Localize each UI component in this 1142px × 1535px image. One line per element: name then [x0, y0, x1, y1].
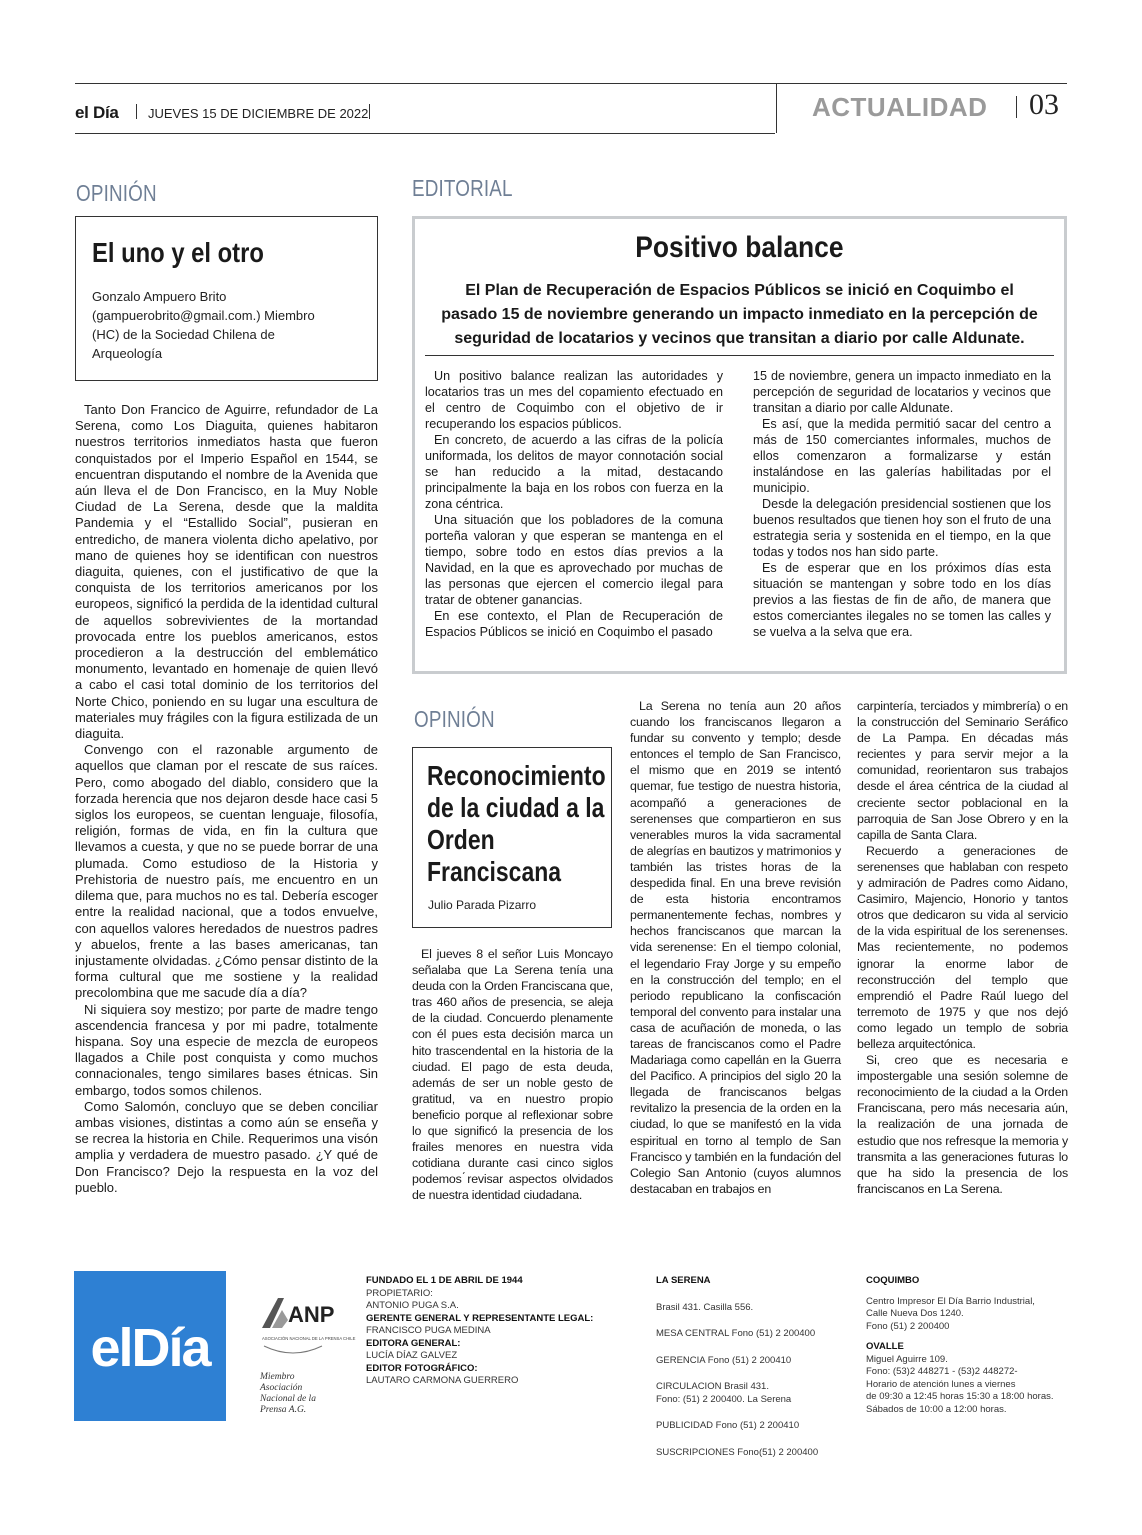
header-top-rule [75, 83, 1067, 84]
ov-saturday: Sábados de 10:00 a 12:00 horas. [866, 1403, 1007, 1415]
issue-date: JUEVES 15 DE DICIEMBRE DE 2022 [148, 106, 369, 121]
header-separator [136, 104, 137, 119]
coq-street: Calle Nueva Dos 1240. [866, 1308, 964, 1319]
logo-text: elDía [90, 1318, 210, 1378]
editorial-column-1 [425, 368, 723, 640]
header-separator [369, 104, 370, 119]
article-title: El uno y el otro [92, 237, 264, 268]
anp-caption: Miembro Asociación Nacional de la Prensa A.G. [260, 1372, 316, 1415]
paragraph: Convengo con el razonable argumento de aquellos que claman por el rescate de sus raíces. Pero, como abogado del diablo, considero que la forzada herencia que nos dejaron desde hace casi 5 siglos los europeos, se cuentan lenguaje, filosofía, religión, formas de vida, en fin la cultura que llevamos a cuesta, y que no se puede borrar de una plumada. Como estudioso de la Historia y Prehistoria de nuestro país, me encuentro en un dilema que, para muchos no es tal. Debería escoger entre la realidad nacional, que a todos envuelve, con aquellos valores heredados de nuestros padres y abuelos, frente a las bases americanas, tan injustamente olvidadas. ¿Cómo pensar distinto de la forma cultural que me sostiene y la realidad precolombina que me sacude día a día? [75, 742, 378, 1001]
header-bottom-rule [75, 133, 775, 134]
opinion-title-box [75, 216, 378, 381]
coq-address: Centro Impresor El Día Barrio Industrial, [866, 1295, 1035, 1307]
manager-label: GERENTE GENERAL Y REPRESENTANTE LEGAL: [366, 1312, 594, 1324]
header-divider [776, 83, 777, 133]
footer-coquimbo-ovalle [866, 1275, 1066, 1416]
anp-logo-text: ANP [288, 1302, 335, 1327]
ls-suscripciones: SUSCRIPCIONES Fono(51) 2 200400 [656, 1446, 819, 1458]
article-title: Reconocimiento de la ciudad a la Orden Franciscana [427, 760, 606, 887]
editor-label: EDITORA GENERAL: [366, 1337, 461, 1349]
article-author: Gonzalo Ampuero Brito (gampuerobrito@gmail.com.) Miembro (HC) de la Sociedad Chilena de Arqueología [92, 289, 315, 361]
anp-logo-small-text: ASOCIACIÓN NACIONAL DE LA PRENSA CHILE [262, 1336, 356, 1341]
opinion-kicker: OPINIÓN [76, 180, 157, 206]
paragraph: carpintería, terciados y mimbrería) o en la construcción del Seminario Seráfico de La Pampa. En décadas más recientes y para servir mejor a la comunidad, reorientaron sus trabajos desde el área céntrica de la ciudad al creciente sector poblacional en la parroquia de San Jose Obrero y en la capilla de Santa Clara. [857, 699, 1068, 842]
paragraph: Es de esperar que en los próximos días esta situación se mantengan y sobre todo en los días previos a las fiestas de fin de año, de manera que estos comerciantes ilegales no se tomen las calles y se vuelva a la selva que era. [753, 561, 1051, 639]
paragraph: La Serena no tenía aun 20 años cuando los franciscanos llegaron a fundar su convento y templo; desde entonces el templo de San Francisco, el mismo que en 2019 se intentó quemar, fue testigo de nuestra historia, acompañó a generaciones de serenenses que compartieron en sus venerables muros la vida sacramental de alegrías en bautizos y matrimonios y también las tristes horas de la despedida final. En una breve revisión de esta historia encontramos permanentemente fechas, nombres y hechos franciscanos que marcan la vida serenense: En el tiempo colonial, el legendario Fray Jorge y su empeño en la construcción del templo; en el periodo republicano la confiscación temporal del convento para instalar una casa de acuñación de moneda, o las tareas de franciscanos como el Padre Madariaga como capellán en la Guerra del Pacifico. A principios del siglo 20 la llegada de franciscanos belgas revitalizo la presencia de la orden en la ciudad, lo que se manifestó en la vida espiritual en torno al templo de San Francisco y también en la fundación del Colegio San Antonio (cuyos alumnos destacaban en trabajos en [630, 699, 841, 1196]
footer-staff [366, 1275, 626, 1388]
ovalle-label: OVALLE [866, 1341, 904, 1352]
paragraph: Tanto Don Francico de Aguirre, refundador de La Serena, como Los Diaguita, quienes habitaron nuestros territorios inmediatos hasta que fueron conquistados por el Imperio Español en 1544, se encuentran disputando el nombre de la Avenida que aún lleva el de Don Francisco, en la Muy Noble Ciudad de La Serena, desde que la maldita Pandemia y el “Estallido Social”, pusieran en entredicho, de manera violenta dicho apelativo, por mano de quienes hoy se identifican con nuestros diaguita, quienes, con el justificativo de que la conquista de los territorios americanos por los europeos, significó la perdida de la identidad cultural de aquellos sobrevivientes de la mortandad provocada entre los pueblos americanos, estos procedieron a la destrucción del emblemático monumento, levantado en homenaje de quien llevó a cabo el casi total dominio de los territorios del Norte Chico, poniendo en su lugar una escultura de materiales muy frágiles con la figura estilizada de un diaguita. [75, 402, 378, 742]
article-author: Julio Parada Pizarro [428, 898, 537, 912]
ls-circulacion-phone: Fono: (51) 2 200400. La Serena [656, 1393, 792, 1405]
article-body [75, 402, 378, 1196]
ov-phone: Fono: (53)2 448271 - (53)2 448272- [866, 1366, 1018, 1377]
owner-name: ANTONIO PUGA S.A. [366, 1300, 459, 1311]
manager-name: FRANCISCO PUGA MEDINA [366, 1325, 491, 1336]
paragraph: Ni siquiera soy mestizo; por parte de madre tengo ascendencia francesa y por mi padre, totalmente hispana. Soy una especie de mezcla de europeos llagados a Chile post conquista y como muchos connacionales, tengo similares bases étnicas. Sin embargo, todos somos chilenos. [75, 1001, 378, 1098]
la-serena-label: LA SERENA [656, 1275, 711, 1286]
paragraph: Recuerdo a generaciones de serenenses que hablaban con respeto y admiración de Padres como Aidano, Casimiro, Majencio, Honorio y tantos otros que dedicaron su vida al servicio de la vida espiritual de los serenenses. Mas recientemente, no podemos ignorar la enorme labor de reconstrucción del templo que emprendió el Padre Raúl luego del terremoto de 1975 y que nos dejó como legado un templo de sobria belleza arquitectónica. [857, 843, 1068, 1051]
opinion-title-box [412, 747, 612, 928]
ls-publicidad: PUBLICIDAD Fono (51) 2 200410 [656, 1420, 800, 1431]
opinion-kicker: OPINIÓN [414, 706, 495, 732]
coquimbo-label: COQUIMBO [866, 1275, 920, 1286]
ov-address: Miguel Aguirre 109. [866, 1353, 948, 1365]
editorial-column-2 [753, 368, 1051, 640]
ls-mesa: MESA CENTRAL Fono (51) 2 200400 [656, 1328, 816, 1339]
editorial-kicker: EDITORIAL [412, 175, 513, 201]
coq-phone: Fono (51) 2 200400 [866, 1320, 950, 1332]
page-number: 03 [1029, 88, 1059, 121]
section-name: ACTUALIDAD [812, 92, 988, 122]
paragraph: Desde la delegación presidencial sostienen que los buenos resultados que tienen hoy son el fruto de una estrategia seria y sostenida en el tiempo, en la que todas y todos nos han sido parte. [753, 497, 1051, 559]
article-body-column-1 [412, 946, 613, 1204]
owner-label: PROPIETARIO: [366, 1287, 433, 1299]
paragraph: En concreto, de acuerdo a las cifras de la policía uniformada, los delitos de mayor connotación social se han reducido a la mitad, destacando principalmente la baja en los robos con fuerza en la zona céntrica. [425, 433, 723, 511]
paragraph: Si, creo que es necesaria e impostergable una sesión solemne de reconocimiento de la ciudad a la Orden Franciscana, pero más necesaria aún, la realización de una jornada de estudio que nos refresque la memoria y transmita a las generaciones futuras lo que ha sido la presencia de los franciscanos en La Serena. [857, 1053, 1068, 1196]
editorial-headline [415, 231, 1064, 265]
header-separator [1016, 96, 1017, 118]
ov-hours: de 09:30 a 12:45 horas 15:30 a 18:00 horas. [866, 1391, 1054, 1402]
el-dia-logo [74, 1271, 226, 1421]
editorial-headline-text: Positivo balance [635, 231, 844, 264]
ls-circulacion: CIRCULACION Brasil 431. [656, 1381, 769, 1392]
ls-address: Brasil 431. Casilla 556. [656, 1301, 754, 1313]
article-body-column-2 [630, 698, 841, 1197]
paragraph: 15 de noviembre, genera un impacto inmediato en la percepción de seguridad de locatarios y vecinos que transitan a diario por calle Aldunate. [753, 369, 1051, 415]
paragraph: Es así, que la medida permitió sacar del centro a más de 150 comerciantes informales, muchos de ellos comenzaron a formalizarse y están instalándose en las galerías habilitadas por el municipio. [753, 417, 1051, 495]
paragraph: Como Salomón, concluyo que se deben conciliar ambas visiones, distintas a como aún se enseña y se recrea la historia en Chile. Requerimos una visón amplia y verdadera de muestro pasado. ¿Y qué de Don Francisco? Dejo la respuesta en la voz del pueblo. [75, 1098, 378, 1195]
editorial-divider [425, 355, 1054, 356]
paragraph: Un positivo balance realizan las autoridades y locatarios tras un mes del copamiento efectuado en el centro de Coquimbo con el objetivo de ir recuperando los espacios públicos. [425, 369, 723, 431]
paragraph: Una situación que los pobladores de la comuna porteña valoran y que esperan se mantenga en el tiempo, sobre todo en estos días previos a la Navidad, en la que es aprovechado por muchas de las personas que ejercen el comercio ilegal para tratar de obtener ganancias. [425, 513, 723, 607]
editor-name: LUCÍA DÍAZ GALVEZ [366, 1350, 458, 1361]
editorial-box [412, 216, 1067, 674]
photo-editor-name: LAUTARO CARMONA GUERRERO [366, 1375, 519, 1386]
footer-la-serena [656, 1275, 846, 1459]
editorial-deck: El Plan de Recuperación de Espacios Públicos se inició en Coquimbo el pasado 15 de noviembre generando un impacto inmediato en la percepción de seguridad de locatarios y vecinos que transitan a diario por calle Aldunate. [441, 282, 1038, 347]
photo-editor-label: EDITOR FOTOGRÁFICO: [366, 1362, 478, 1374]
paragraph: El jueves 8 el señor Luis Moncayo señalaba que La Serena tenía una deuda con la Orden Franciscana que, tras 460 años de presencia, se aleja de la ciudad. Concuerdo plenamente con él pues esta decisión marca un hito trascendental en la historia de la ciudad. El pago de esta deuda, además de ser un noble gesto de gratitud, va en nuestro propio beneficio porque al reflexionar sobre lo que significó la presencia de los frailes menores en nuestra vida cotidiana durante casi cinco siglos podemos ́revisar aspectos olvidados de nuestra identidad ciudadana. [412, 947, 613, 1203]
paragraph: En ese contexto, el Plan de Recuperación de Espacios Públicos se inició en Coquimbo el pasado [425, 609, 723, 639]
founded-label: FUNDADO EL 1 DE ABRIL DE 1944 [366, 1275, 523, 1286]
ls-gerencia: GERENCIA Fono (51) 2 200410 [656, 1354, 792, 1366]
anp-logo-icon [258, 1296, 356, 1360]
ov-hours-label: Horario de atención lunes a viernes [866, 1378, 1016, 1390]
article-body-column-3 [857, 698, 1068, 1197]
masthead-brand: el Día [75, 103, 119, 122]
